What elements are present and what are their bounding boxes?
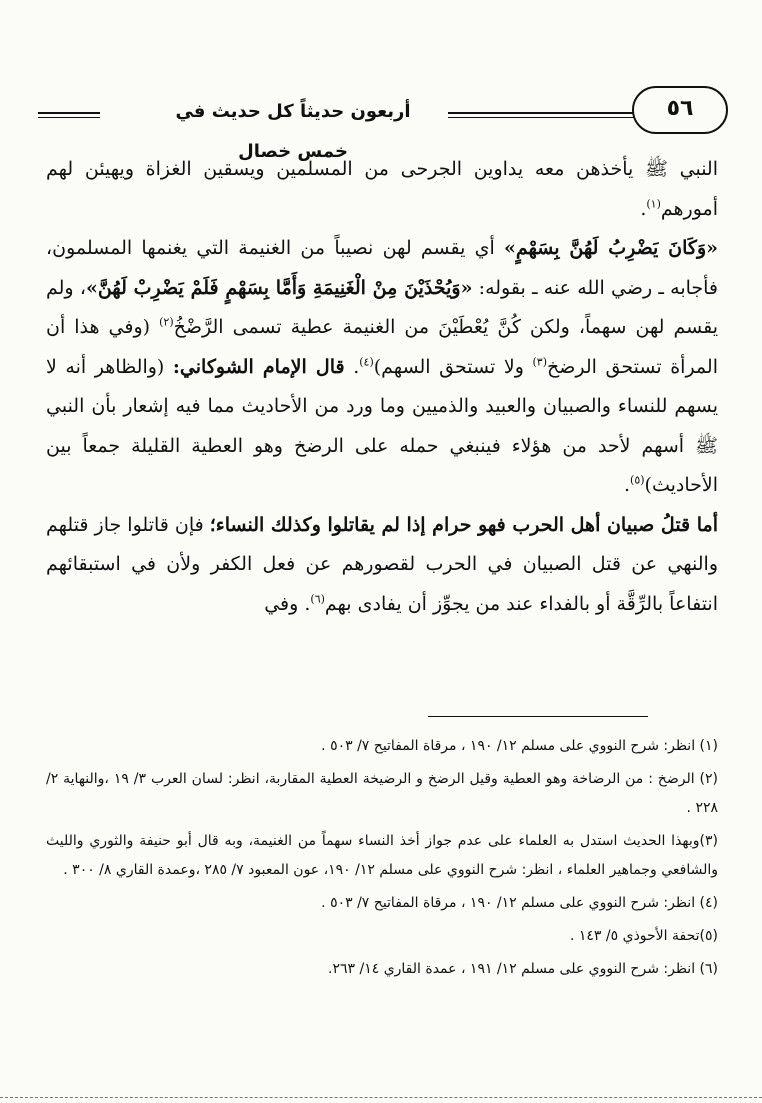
header-rule-middle [448, 112, 634, 114]
ruling-heading: أما قتلُ صبيان أهل الحرب فهو حرام إذا لم يقاتلوا وكذلك النساء؛ [209, 513, 718, 536]
footnote-ref: (٤) [359, 355, 374, 369]
text-run: ، ولم يقسم لهن سهماً، ولكن كُنَّ يُعْطَيْنَ من الغنيمة عطية تسمى الرَّضْخُ [46, 276, 718, 338]
text-run: . [623, 474, 631, 496]
text-run: (والظاهر أنه لا يسهم للنساء والصبيان والعبيد والذميين وما ورد من الأحاديث مما فيه إشعار بأن النبي ﷺ أسهم لأحد من هؤلاء فينبغي حمله على الرضخ وهو العطية القليلة جمعاً بين الأحاديث) [46, 355, 718, 496]
page-edge [0, 1097, 762, 1098]
footnotes [46, 732, 718, 988]
footnote: (٣)وبهذا الحديث استدل به العلماء على عدم جواز أخذ النساء سهماً من الغنيمة، وبه قال أبو حنيفة والثوري والليث والشافعي وجماهير العلماء ، انظر: شرح النووي على مسلم ١٢/ ١٩٠، عون المعبود ٧/ ٢٨٥ ،وعمدة القاري ٨/ ٣٠٠ . [46, 833, 718, 878]
hadith-quote: «وَكَانَ يَضْرِبُ لَهُنَّ بِسَهْمٍ» [504, 237, 719, 259]
hadith-quote: «وَيُحْذَيْنَ مِنْ الْغَنِيمَةِ وَأَمَّا بِسَهْمٍ فَلَمْ يَضْرِبْ لَهُنَّ» [85, 276, 473, 299]
page-number: ٥٦ [632, 86, 728, 134]
footnote: (٤) انظر: شرح النووي على مسلم ١٢/ ١٩٠ ، مرقاة المفاتيح ٧/ ٥٠٣ . [321, 895, 718, 911]
page-header [38, 92, 728, 162]
footnote-separator [428, 716, 648, 717]
footnote: (٥)تحفة الأحوذي ٥/ ١٤٣ . [569, 928, 718, 944]
footnote: (١) انظر: شرح النووي على مسلم ١٢/ ١٩٠ ، مرقاة المفاتيح ٧/ ٥٠٣ . [321, 738, 718, 754]
header-rule-left [38, 112, 100, 114]
text-run: فإن قاتلوا جاز قتلهم والنهي عن قتل الصبيان في الحرب لقصورهم عن فعل الكفر ولأن في استبقائهم انتفاعاً بالرِّقَّة أو بالفداء عند من يجوِّز أن يفادى بهم [46, 513, 718, 615]
paragraph: النبي ﷺ يأخذهن معه يداوين الجرحى من المسلمين ويسقين الغزاة ويهيئن لهم أمورهم$^{(١)}$. [46, 158, 718, 220]
footnote-ref: (٢) [159, 315, 174, 329]
text-run: النبي ﷺ يأخذهن معه يداوين الجرحى من المسلمين ويسقين الغزاة ويهيئن لهم أمورهم [46, 158, 718, 220]
footnote-ref: (٦) [310, 592, 325, 606]
footnote-ref: (٥) [630, 473, 645, 487]
text-run: (وفي هذا أن المرأة تستحق الرضخ [46, 316, 718, 378]
running-title: أربعون حديثاً كل حديث في خمس خصال [175, 101, 411, 162]
scholar-citation: قال الإمام الشوكاني: [172, 355, 345, 378]
footnote: (٦) انظر: شرح النووي على مسلم ١٢/ ١٩١ ، عمدة القاري ١٤/ ٢٦٣. [328, 961, 718, 977]
footnote-ref: (١) [646, 197, 661, 211]
footnote: (٢) الرضخ : من الرضاخة وهو العطية وقيل الرضخ و الرضيخة العطية المقاربة، انظر: لسان العرب ٣/ ١٩ ،والنهاية ٢/ ٢٢٨ . [46, 771, 718, 816]
paragraph [46, 229, 718, 506]
text-run: أي يقسم لهن نصيباً من الغنيمة التي يغنمها المسلمون، فأجابه ـ رضي الله عنه ـ بقوله: [46, 237, 719, 299]
text-run: . [344, 355, 360, 378]
footnote-ref: (٣) [532, 355, 547, 369]
paragraph [46, 506, 718, 625]
text-run: ولا تستحق السهم) [373, 355, 533, 378]
text-run: . وفي [264, 592, 311, 615]
main-text [46, 150, 718, 624]
